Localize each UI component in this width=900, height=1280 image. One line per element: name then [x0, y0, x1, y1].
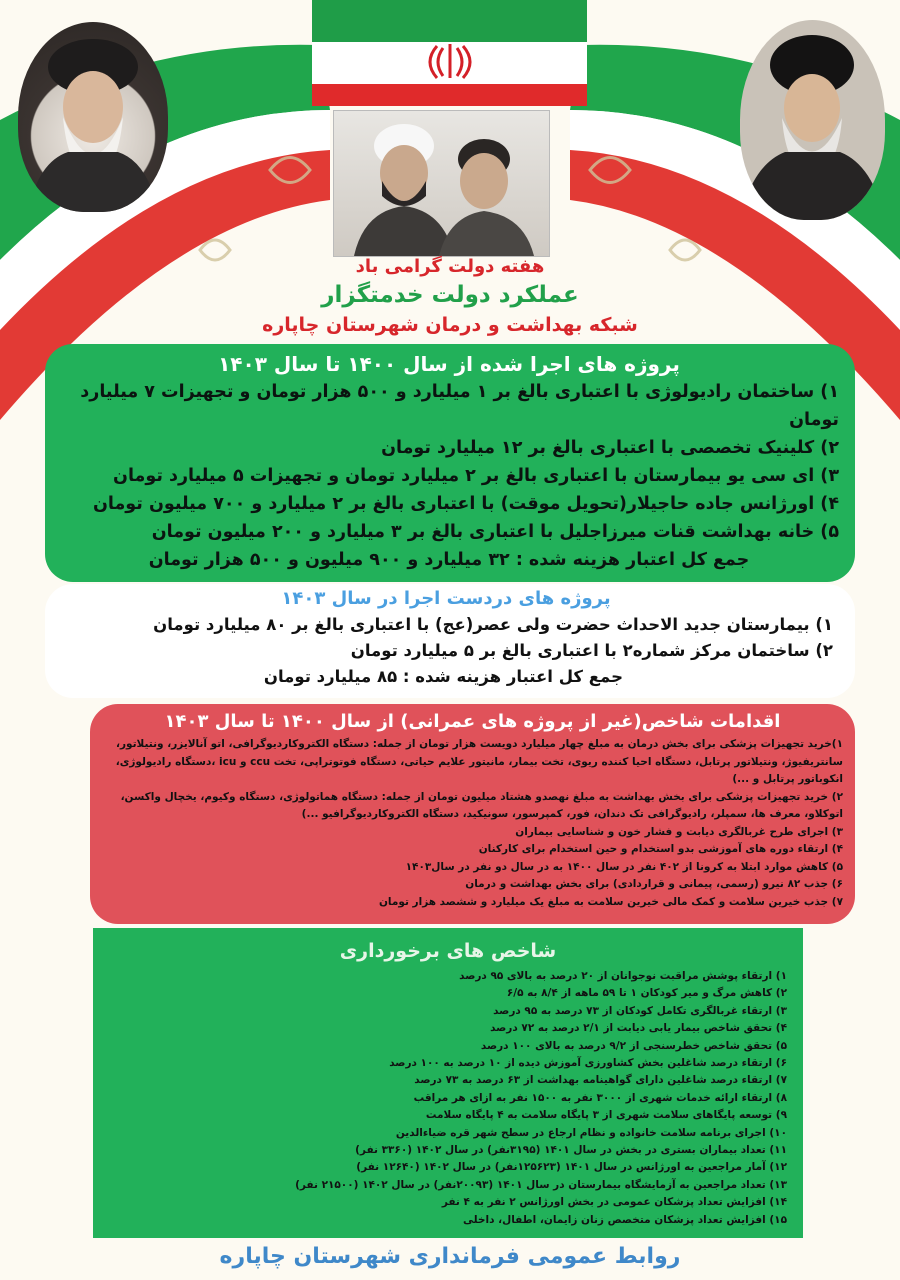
- list-item: ۳) ای سی یو بیمارستان با اعتباری بالغ بر ۲ میلیارد تومان و تجهیزات ۵ میلیارد تومان: [113, 466, 839, 486]
- key-actions-title: اقدامات شاخص(غیر از پروژه های عمرانی) از سال ۱۴۰۰ تا سال ۱۴۰۳: [164, 711, 781, 732]
- greeting-text: هفته دولت گرامی باد: [355, 256, 545, 277]
- completed-projects-title: پروژه های اجرا شده از سال ۱۴۰۰ تا سال ۱۴۰۳: [218, 352, 680, 376]
- list-item: ۱۳) تعداد مراجعین به آزمایشگاه بیمارستان در سال ۱۴۰۱ (۲۰۰۹۳نفر) در سال ۱۴۰۲ (۲۱۵۰۰ نفر): [295, 1178, 787, 1191]
- list-item: ۱)خرید تجهیزات پزشکی برای بخش درمان به مبلغ چهار میلیارد دویست هزار تومان از جمله: دستگاه الکتروکاردیوگرافی، اتو آنالایزر، ونتیلاتور، سانتریفیوژ، ونتیلاتور پرتابل، دستگاه احیا کننده ریوی، تخت بیمار، مانیتور علایم حیاتی، دستگاه فوتوتراپی، تخت ccu و icu ،دستگاه رادیولوژی، انکوباتور پرتابل و ...): [115, 738, 843, 785]
- page-title: عملکرد دولت خدمتگزار: [321, 282, 579, 308]
- list-item: ۴) اورژانس جاده حاجیلار(تحویل موقت) با اعتباری بالغ بر ۲ میلیارد و ۷۰۰ میلیون تومان: [92, 494, 839, 514]
- in-progress-projects-title: پروژه های دردست اجرا در سال ۱۴۰۳: [281, 588, 611, 609]
- completed-projects-list: [59, 378, 839, 546]
- page-subtitle: شبکه بهداشت و درمان شهرستان چاپاره: [262, 314, 638, 336]
- list-item: ۲) خرید تجهیزات پزشکی برای بخش بهداشت به مبلغ نهصدو هشتاد میلیون تومان از جمله: دستگاه هماتولوژی، دستگاه وکیوم، یخچال واکسن، اتوکلاو، معرف ها، سمپلر، رادیوگرافی تک دندان، فور، کمپرسور، سونیکید، دستگاه الکتروکاردیوگرافیو ...): [120, 790, 843, 820]
- in-progress-projects-panel: [45, 584, 855, 698]
- iran-emblem-icon: [425, 40, 475, 82]
- portrait-left: [18, 22, 168, 212]
- list-item: ۲) کاهش مرگ و میر کودکان ۱ تا ۵۹ ماهه از ۸/۴ به ۶/۵: [506, 987, 787, 1000]
- list-item: ۸) ارتقاء ارائه خدمات شهری از ۳۰۰۰ نفر به ۱۵۰۰ نفر به ازای هر مراقب: [413, 1091, 787, 1104]
- list-item: ۳) اجرای طرح غربالگری دیابت و فشار خون و شناسایی بیماران: [515, 825, 843, 838]
- list-item: ۷) جذب خیرین سلامت و کمک مالی خیرین سلامت به مبلغ یک میلیارد و ششصد هزار تومان: [378, 895, 843, 908]
- list-item: ۵) کاهش موارد ابتلا به کرونا از ۴۰۲ نفر در سال ۱۴۰۰ به در سال دو نفر در سال۱۴۰۳: [405, 860, 843, 873]
- list-item: ۳) ارتقاء غربالگری تکامل کودکان از ۷۳ درصد به ۹۵ درصد: [493, 1004, 787, 1017]
- list-item: ۹) توسعه پایگاهای سلامت شهری از ۳ پایگاه سلامت به ۴ پایگاه سلامت: [425, 1109, 787, 1122]
- list-item: ۷) ارتقاء درصد شاغلین دارای گواهینامه بهداشت از ۶۳ درصد به ۷۳ درصد: [414, 1074, 787, 1087]
- completed-projects-total: جمع کل اعتبار هزینه شده : ۳۲ میلیارد و ۹۰۰ میلیون و ۵۰۰ هزار تومان: [148, 550, 750, 570]
- key-actions-list: [102, 736, 843, 911]
- list-item: ۱۱) تعداد بیماران بستری در بخش در سال ۱۴۰۱ (۳۱۹۵نفر) در سال ۱۴۰۲ (۳۳۶۰ نفر): [355, 1144, 787, 1157]
- list-item: ۲) ساختمان مرکز شماره۲ با اعتباری بالغ بر ۵ میلیارد تومان: [350, 641, 833, 660]
- list-item: ۲) کلینیک تخصصی با اعتباری بالغ بر ۱۲ میلیارد تومان: [381, 438, 839, 458]
- list-item: ۶) جذب ۸۲ نیرو (رسمی، پیمانی و قراردادی) برای بخش بهداشت و درمان: [465, 878, 843, 890]
- list-item: ۱) بیمارستان جدید الاحداث حضرت ولی عصر(عج) با اعتباری بالغ بر ۸۰ میلیارد تومان: [153, 615, 833, 634]
- in-progress-projects-list: [59, 612, 833, 664]
- list-item: ۱۴) افزایش تعداد پزشکان عمومی در بخش اورژانس ۲ نفر به ۴ نفر: [441, 1196, 787, 1209]
- list-item: ۴) ارتقاء دوره های آموزشی بدو استخدام و حین استخدام برای کارکنان: [478, 843, 843, 855]
- list-item: ۶) ارتقاء درصد شاغلین بخش کشاورزی آموزش دیده از ۱۰ درصد به ۱۰۰ درصد: [389, 1057, 787, 1070]
- indicators-panel: [93, 928, 803, 1238]
- list-item: ۵) تحقق شاخص خطرسنجی از ۹/۲ درصد به بالای ۱۰۰ درصد: [480, 1039, 787, 1052]
- footer-text: روابط عمومی فرمانداری شهرستان چاپاره: [219, 1244, 681, 1269]
- list-item: ۵) خانه بهداشت قنات میرزاجلیل با اعتباری بالغ بر ۳ میلیارد و ۲۰۰ میلیون تومان: [151, 522, 839, 542]
- list-item: ۱۵) افزایش تعداد پزشکان متخصص زنان زایمان، اطفال، داخلی: [463, 1213, 787, 1226]
- portrait-right: [740, 20, 885, 220]
- center-photo: [333, 110, 550, 257]
- indicators-list: [109, 968, 787, 1229]
- list-item: ۱۲) آمار مراجعین به اورژانس در سال ۱۴۰۱ (۱۲۵۶۲۳نفر) در سال ۱۴۰۲ (۱۲۶۴۰ نفر): [356, 1161, 787, 1174]
- list-item: ۱) ساختمان رادیولوژی با اعتباری بالغ بر ۱ میلیارد و ۵۰۰ هزار تومان و تجهیزات ۷ میلیارد تومان: [80, 382, 839, 430]
- list-item: ۱۰) اجرای برنامه سلامت خانواده و نظام ارجاع در سطح شهر قره ضیاءالدین: [395, 1126, 787, 1139]
- in-progress-projects-total: جمع کل اعتبار هزینه شده : ۸۵ میلیارد تومان: [263, 667, 623, 686]
- list-item: ۱) ارتقاء پوشش مراقبت نوجوانان از ۲۰ درصد به بالای ۹۵ درصد: [459, 970, 787, 982]
- key-actions-panel: [90, 704, 855, 924]
- indicators-title: شاخص های برخورداری: [339, 940, 557, 962]
- completed-projects-panel: [45, 344, 855, 582]
- list-item: ۴) تحقق شاخص بیمار یابی دیابت از ۲/۱ درصد به ۷۲ درصد: [490, 1022, 787, 1035]
